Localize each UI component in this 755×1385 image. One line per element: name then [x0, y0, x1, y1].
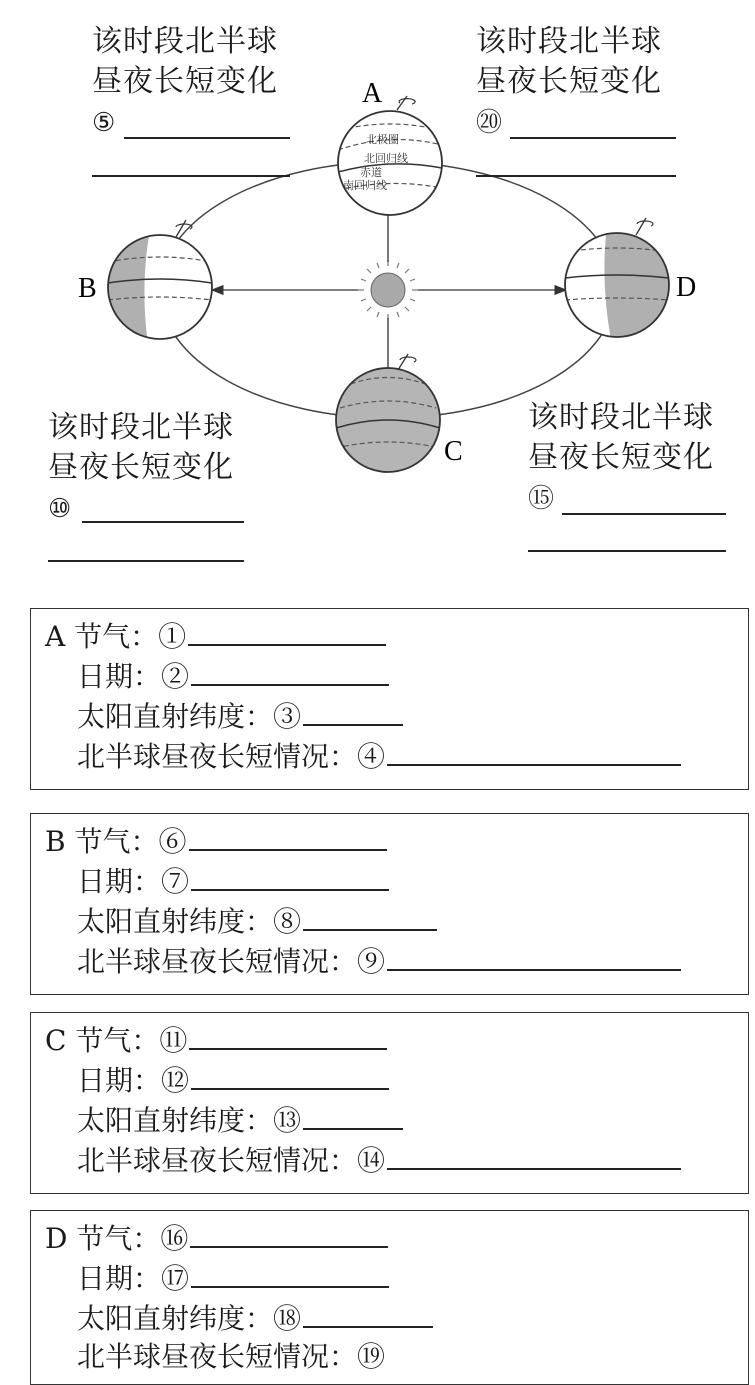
- question-line2: 昼夜长短变化: [528, 440, 714, 475]
- answer-blank[interactable]: [82, 521, 244, 523]
- latitude-label: 太阳直射纬度：: [77, 905, 274, 938]
- daynight-row: [77, 1339, 385, 1375]
- answer-blank[interactable]: [191, 1088, 389, 1090]
- box-letter: D: [45, 1222, 68, 1255]
- season-label: 节气：: [74, 620, 159, 653]
- blank-number: ⑬: [273, 1104, 302, 1137]
- label-c: C: [444, 436, 463, 467]
- answer-blank[interactable]: [387, 969, 681, 971]
- date-row: [77, 659, 389, 695]
- daynight-label: 北半球昼夜长短情况：: [77, 740, 358, 773]
- blank-number: ④: [357, 740, 386, 773]
- daynight-label: 北半球昼夜长短情况：: [77, 1144, 358, 1177]
- answer-blank[interactable]: [48, 560, 244, 562]
- season-label: 节气：: [74, 825, 159, 858]
- latitude-row: [77, 1301, 433, 1337]
- date-label: 日期：: [77, 865, 162, 898]
- season-label: 节气：: [75, 1024, 160, 1057]
- season-row: [45, 1221, 388, 1257]
- answer-blank[interactable]: [303, 1128, 403, 1130]
- answer-blank[interactable]: [92, 175, 290, 177]
- answer-blank[interactable]: [191, 684, 389, 686]
- date-label: 日期：: [77, 1064, 162, 1097]
- globe-b: [100, 220, 212, 345]
- box-a: [30, 608, 749, 790]
- question-number: ⑳: [476, 108, 503, 138]
- box-letter: C: [45, 1024, 67, 1057]
- question-number: ⑤: [92, 108, 116, 138]
- svg-text:赤道: 赤道: [360, 166, 382, 179]
- globe-d: [565, 218, 680, 345]
- answer-blank[interactable]: [191, 1286, 389, 1288]
- answer-blank[interactable]: [188, 644, 386, 646]
- daynight-row: [77, 944, 681, 980]
- latitude-row: [77, 904, 437, 940]
- svg-text:北回归线: 北回归线: [364, 152, 408, 165]
- box-d: [30, 1210, 749, 1385]
- daynight-row: [77, 739, 681, 775]
- answer-blank[interactable]: [189, 1048, 387, 1050]
- latitude-label: 太阳直射纬度：: [77, 700, 274, 733]
- answer-blank[interactable]: [387, 1168, 681, 1170]
- latitude-label: 太阳直射纬度：: [77, 1302, 274, 1335]
- season-row: [45, 824, 387, 860]
- question-number: ⑩: [48, 494, 72, 524]
- daynight-label: 北半球昼夜长短情况：: [77, 1340, 358, 1373]
- box-letter: A: [45, 620, 66, 653]
- globe-c: [336, 354, 440, 472]
- svg-text:北极圈: 北极圈: [366, 133, 399, 146]
- label-b: B: [78, 273, 97, 304]
- latitude-label: 太阳直射纬度：: [77, 1104, 274, 1137]
- label-d: D: [676, 272, 697, 303]
- answer-blank[interactable]: [562, 513, 726, 515]
- blank-number: ⑭: [357, 1144, 386, 1177]
- sun: [371, 273, 405, 307]
- blank-number: ⑧: [273, 905, 302, 938]
- date-label: 日期：: [77, 1262, 162, 1295]
- svg-text:南回归线: 南回归线: [343, 179, 387, 192]
- season-row: [45, 619, 386, 655]
- answer-blank[interactable]: [387, 764, 681, 766]
- answer-blank[interactable]: [528, 550, 726, 552]
- daynight-label: 北半球昼夜长短情况：: [77, 945, 358, 978]
- answer-blank[interactable]: [476, 175, 676, 177]
- box-c: [30, 1012, 749, 1194]
- blank-number: ⑥: [158, 825, 187, 858]
- blank-number: ⑫: [161, 1064, 190, 1097]
- blank-number: ⑰: [161, 1262, 190, 1295]
- label-a: A: [362, 78, 383, 109]
- blank-number: ⑪: [159, 1024, 188, 1057]
- question-line1: 该时段北半球: [92, 24, 278, 59]
- blank-number: ⑱: [273, 1302, 302, 1335]
- blank-number: ⑯: [160, 1222, 189, 1255]
- blank-number: ②: [161, 660, 190, 693]
- answer-blank[interactable]: [191, 889, 389, 891]
- globe-a: [338, 96, 450, 215]
- answer-blank[interactable]: [303, 929, 437, 931]
- blank-number: ①: [158, 620, 187, 653]
- answer-blank[interactable]: [124, 137, 290, 139]
- blank-number: ⑦: [161, 865, 190, 898]
- date-row: [77, 1063, 389, 1099]
- answer-blank[interactable]: [303, 1326, 433, 1328]
- box-letter: B: [45, 825, 66, 858]
- answer-blank[interactable]: [510, 137, 676, 139]
- question-line2: 昼夜长短变化: [476, 64, 662, 99]
- blank-number: ⑨: [357, 945, 386, 978]
- question-line2: 昼夜长短变化: [48, 450, 234, 485]
- question-line1: 该时段北半球: [528, 400, 714, 435]
- season-label: 节气：: [76, 1222, 161, 1255]
- date-row: [77, 864, 389, 900]
- date-row: [77, 1261, 389, 1297]
- answer-blank[interactable]: [190, 1246, 388, 1248]
- latitude-row: [77, 699, 403, 735]
- question-number: ⑮: [528, 484, 555, 514]
- question-line2: 昼夜长短变化: [92, 64, 278, 99]
- question-line1: 该时段北半球: [48, 410, 234, 445]
- question-line1: 该时段北半球: [476, 24, 662, 59]
- daynight-row: [77, 1143, 681, 1179]
- latitude-row: [77, 1103, 403, 1139]
- season-row: [45, 1023, 387, 1059]
- blank-number: ⑲: [357, 1340, 386, 1373]
- date-label: 日期：: [77, 660, 162, 693]
- box-b: [30, 813, 749, 995]
- answer-blank[interactable]: [189, 849, 387, 851]
- answer-blank[interactable]: [303, 724, 403, 726]
- blank-number: ③: [273, 700, 302, 733]
